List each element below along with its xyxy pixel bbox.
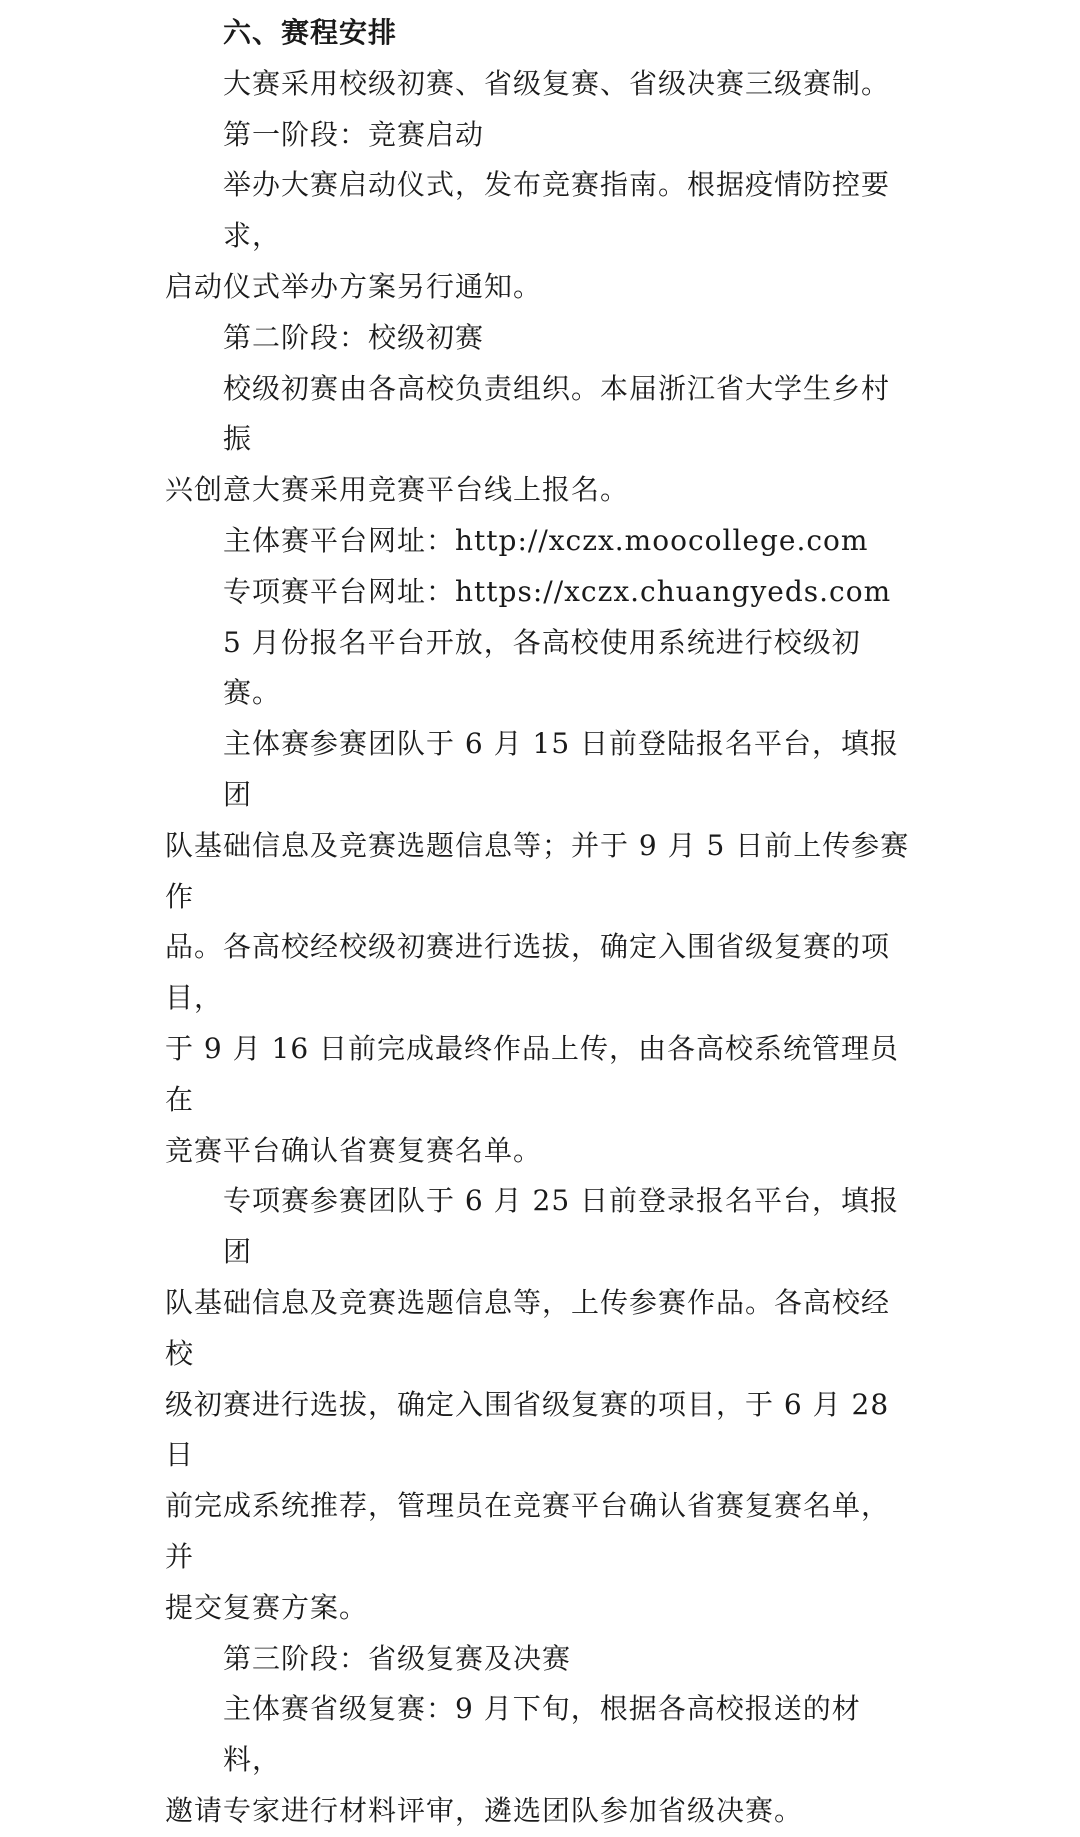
paragraph-line: 主体赛参赛团队于 6 月 15 日前登陆报名平台，填报团 [223, 727, 900, 811]
paragraph-line: 队基础信息及竞赛选题信息等，上传参赛作品。各高校经校 [165, 1285, 891, 1370]
paragraph-line: 第三阶段：省级复赛及决赛 [223, 1641, 572, 1675]
paragraph [165, 110, 917, 161]
paragraph-line: 第一阶段：竞赛启动 [223, 117, 485, 151]
paragraph [165, 567, 917, 618]
paragraph-line: 邀请专家进行材料评审，遴选团队参加省级决赛。 [165, 1793, 804, 1827]
paragraph-line: 5 月份报名平台开放，各高校使用系统进行校级初赛。 [223, 625, 861, 710]
paragraph-line: 第二阶段：校级初赛 [223, 320, 485, 354]
paragraph-list [165, 59, 917, 1837]
paragraph [165, 1176, 917, 1633]
paragraph [165, 516, 917, 567]
paragraph-line: 专项赛平台网址：https://xczx.chuangyeds.com [223, 574, 892, 608]
paragraph [165, 364, 917, 516]
paragraph-line: 兴创意大赛采用竞赛平台线上报名。 [165, 473, 630, 507]
paragraph-line: 品。各高校经校级初赛进行选拔，确定入围省级复赛的项目， [165, 930, 891, 1015]
paragraph-line: 校级初赛由各高校负责组织。本届浙江省大学生乡村振 [223, 371, 891, 456]
paragraph-line: 专项赛参赛团队于 6 月 25 日前登录报名平台，填报团 [223, 1184, 900, 1269]
paragraph-line: 队基础信息及竞赛选题信息等；并于 9 月 5 日前上传参赛作 [165, 828, 910, 913]
paragraph-line: 提交复赛方案。 [165, 1590, 369, 1624]
paragraph-line: 启动仪式举办方案另行通知。 [165, 269, 543, 303]
document-body [165, 8, 917, 1837]
paragraph-line: 竞赛平台确认省赛复赛名单。 [165, 1133, 543, 1167]
paragraph-line: 大赛采用校级初赛、省级复赛、省级决赛三级赛制。 [223, 66, 891, 100]
paragraph [165, 1634, 917, 1685]
paragraph-line: 主体赛省级复赛：9 月下旬，根据各高校报送的材料， [223, 1692, 861, 1777]
paragraph-line: 主体赛平台网址：http://xczx.moocollege.com [223, 523, 869, 557]
paragraph-line: 举办大赛启动仪式，发布竞赛指南。根据疫情防控要求， [223, 168, 891, 253]
paragraph [165, 160, 917, 312]
paragraph [165, 59, 917, 110]
paragraph [165, 1684, 917, 1836]
paragraph [165, 618, 917, 720]
paragraph [165, 313, 917, 364]
section-heading: 六、赛程安排 [223, 16, 398, 49]
paragraph-line: 级初赛进行选拔，确定入围省级复赛的项目，于 6 月 28 日 [165, 1387, 890, 1472]
paragraph-line: 于 9 月 16 日前完成最终作品上传，由各高校系统管理员在 [165, 1031, 900, 1116]
paragraph [165, 719, 917, 1176]
paragraph-line: 前完成系统推荐，管理员在竞赛平台确认省赛复赛名单，并 [165, 1489, 891, 1573]
